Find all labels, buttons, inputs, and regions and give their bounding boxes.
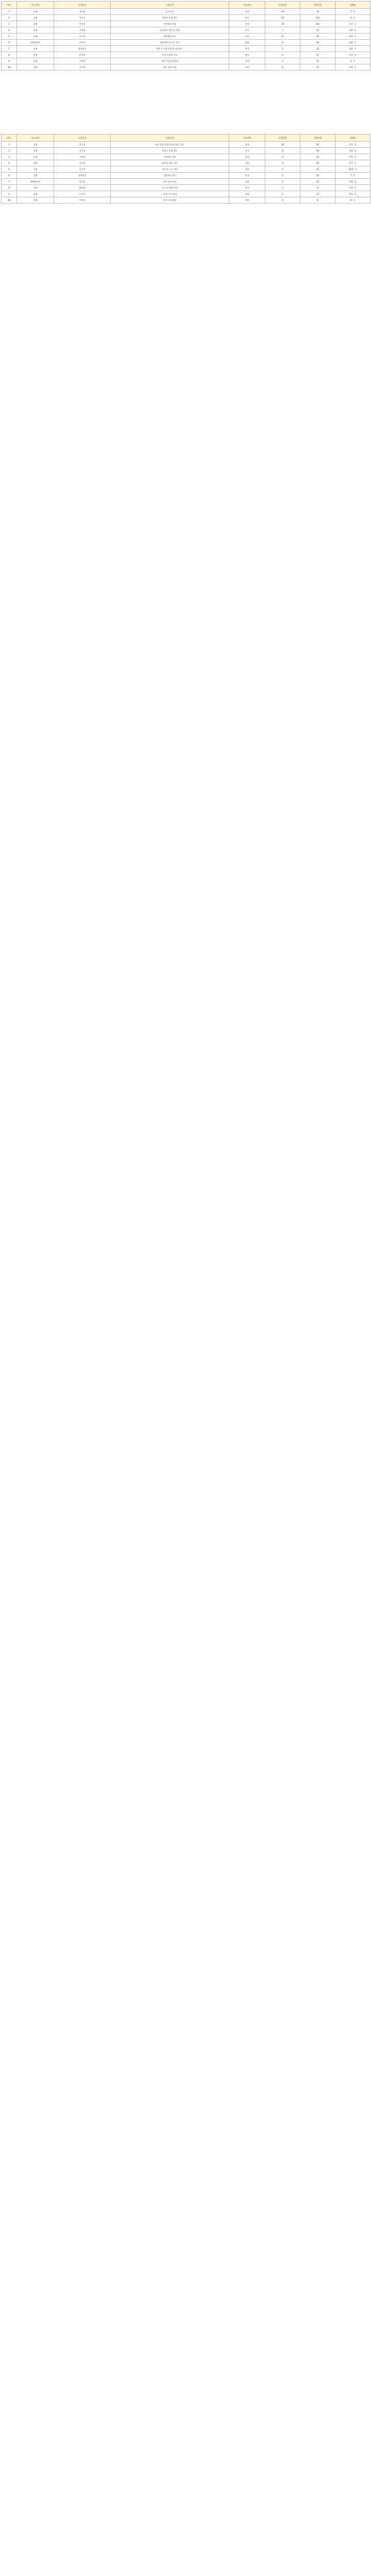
cell-applicants: 14 bbox=[300, 173, 335, 179]
cell-field: 배전 설비 운영 bbox=[111, 64, 229, 71]
cell-dept: 전기직 bbox=[54, 64, 111, 71]
cell-field: 인사 및 노무 관리 bbox=[111, 166, 229, 173]
cell-agency: 공채 bbox=[17, 58, 54, 64]
cell-ratio: 5.5 : 1 bbox=[335, 191, 370, 197]
cell-region: 전국 bbox=[229, 173, 265, 179]
cell-region: 전국 bbox=[229, 9, 265, 15]
cell-applicants: 23 bbox=[300, 179, 335, 185]
cell-no: 9 bbox=[2, 191, 17, 197]
cell-agency: 공채 bbox=[17, 21, 54, 27]
cell-agency: 공채 bbox=[17, 33, 54, 40]
cell-field: 일반행정 업무 bbox=[111, 33, 229, 40]
col-header-region: 모집지역 bbox=[229, 2, 265, 9]
table-row bbox=[2, 52, 370, 58]
cell-dept: 사무직 bbox=[54, 40, 111, 46]
cell-no: 6 bbox=[2, 40, 17, 46]
table-row bbox=[2, 197, 370, 204]
cell-no: 2 bbox=[2, 15, 17, 21]
cell-agency: 공채 bbox=[17, 154, 54, 160]
cell-ratio: 9.7 : 1 bbox=[335, 160, 370, 166]
cell-ratio: 5.9 : 1 bbox=[335, 27, 370, 33]
cell-dept: 사무직 bbox=[54, 33, 111, 40]
col-header-dept: 모집부서 bbox=[54, 134, 111, 142]
cell-dept: 전기직 bbox=[54, 21, 111, 27]
cell-applicants: 33 bbox=[300, 46, 335, 52]
col-header-no: 번호 bbox=[2, 2, 17, 9]
cell-applicants: 39 bbox=[300, 148, 335, 154]
col-header-region: 모집지역 bbox=[229, 134, 265, 142]
cell-openings: 5 bbox=[265, 179, 300, 185]
cell-applicants: 8 bbox=[300, 197, 335, 204]
col-header-dept: 모집부서 bbox=[54, 2, 111, 9]
cell-field: 정보보안 업무 bbox=[111, 173, 229, 179]
cell-openings: 5 bbox=[265, 46, 300, 52]
cell-region: 전국 bbox=[229, 142, 265, 148]
table-row bbox=[2, 58, 370, 64]
col-header-field: 모집분야 bbox=[111, 2, 229, 9]
recruit-table-section bbox=[0, 134, 371, 204]
cell-openings: 2 bbox=[265, 173, 300, 179]
cell-ratio: 4.5 : 1 bbox=[335, 64, 370, 71]
cell-applicants: 84 bbox=[300, 21, 335, 27]
cell-agency: 공채 bbox=[17, 64, 54, 71]
col-header-applicants: 지원인원 bbox=[300, 134, 335, 142]
cell-ratio: 8 : 1 bbox=[335, 197, 370, 204]
cell-agency: 공채 bbox=[17, 197, 54, 204]
cell-dept: 전기직 bbox=[54, 148, 111, 154]
cell-openings: 9 bbox=[265, 40, 300, 46]
cell-no: 6 bbox=[2, 173, 17, 179]
cell-dept: 사무직 bbox=[54, 166, 111, 173]
col-header-field: 모집분야 bbox=[111, 134, 229, 142]
col-header-agency: 공고기관 bbox=[17, 2, 54, 9]
cell-dept: 사무직 bbox=[54, 160, 111, 166]
cell-region: 전국 bbox=[229, 46, 265, 52]
cell-no: 8 bbox=[2, 185, 17, 191]
table-row bbox=[2, 21, 370, 27]
table-row bbox=[2, 33, 370, 40]
table-row bbox=[2, 142, 370, 148]
cell-agency: 공채 bbox=[17, 173, 54, 179]
cell-field: 기계설비 정비 bbox=[111, 154, 229, 160]
cell-openings: 4 bbox=[265, 154, 300, 160]
cell-dept: 정보통신 bbox=[54, 173, 111, 179]
cell-agency: 전환형인턴 bbox=[17, 179, 54, 185]
cell-field: 회계 및 재무 업무 bbox=[111, 160, 229, 166]
cell-no: 1 bbox=[2, 142, 17, 148]
cell-applicants: 9 bbox=[300, 185, 335, 191]
cell-agency: 전환형인턴 bbox=[17, 40, 54, 46]
cell-applicants: 29 bbox=[300, 160, 335, 166]
cell-field: 발전설비 정비 및 운영 bbox=[111, 27, 229, 33]
cell-region: 서울 bbox=[229, 160, 265, 166]
table-header-row bbox=[2, 134, 370, 142]
cell-ratio: 5.5 : 1 bbox=[335, 154, 370, 160]
cell-no: 10 bbox=[2, 197, 17, 204]
cell-field: 송전 설비 운영 및 유지보수 업무 bbox=[111, 142, 229, 148]
cell-dept: 건축직 bbox=[54, 197, 111, 204]
cell-no: 9 bbox=[2, 58, 17, 64]
cell-dept: 정보통신 bbox=[54, 46, 111, 52]
col-header-openings: 모집인원 bbox=[265, 134, 300, 142]
cell-openings: 1 bbox=[265, 197, 300, 204]
cell-field: 송변전 운영 업무 bbox=[111, 15, 229, 21]
cell-no: 7 bbox=[2, 46, 17, 52]
cell-no: 3 bbox=[2, 154, 17, 160]
table-row bbox=[2, 173, 370, 179]
cell-openings: 2 bbox=[265, 185, 300, 191]
cell-region: 서울 bbox=[229, 33, 265, 40]
cell-ratio: 5.7 : 1 bbox=[335, 52, 370, 58]
cell-openings: 12 bbox=[265, 142, 300, 148]
cell-no: 8 bbox=[2, 52, 17, 58]
cell-no: 5 bbox=[2, 33, 17, 40]
cell-field: 사옥 시설 관리 bbox=[111, 197, 229, 204]
cell-applicants: 22 bbox=[300, 154, 335, 160]
cell-no: 4 bbox=[2, 160, 17, 166]
cell-dept: 토목직 bbox=[54, 191, 111, 197]
cell-region: 서울 bbox=[229, 197, 265, 204]
cell-region: 전국 bbox=[229, 58, 265, 64]
recruit-table bbox=[1, 134, 370, 204]
cell-openings: 8 bbox=[265, 148, 300, 154]
table-row bbox=[2, 64, 370, 71]
cell-region: 전국 bbox=[229, 15, 265, 21]
cell-region: 서울 bbox=[229, 166, 265, 173]
cell-region: 전국 bbox=[229, 21, 265, 27]
cell-field: 급전 설비 bbox=[111, 9, 229, 15]
cell-ratio: 5 : 1 bbox=[335, 9, 370, 15]
cell-openings: 2 bbox=[265, 166, 300, 173]
cell-agency: 공채 bbox=[17, 46, 54, 52]
cell-field: 변전소 운영 업무 bbox=[111, 148, 229, 154]
cell-field: 전력 설비 점검 bbox=[111, 179, 229, 185]
cell-dept: 전기직 bbox=[54, 142, 111, 148]
cell-openings: 18 bbox=[265, 21, 300, 27]
cell-applicants: 92 bbox=[300, 33, 335, 40]
cell-ratio: 6 : 1 bbox=[335, 15, 370, 21]
table-row bbox=[2, 27, 370, 33]
table-row bbox=[2, 148, 370, 154]
cell-openings: 14 bbox=[265, 9, 300, 15]
cell-field: 수질 및 환경 관리 bbox=[111, 185, 229, 191]
cell-dept: 건축직 bbox=[54, 58, 111, 64]
cell-applicants: 58 bbox=[300, 40, 335, 46]
table-row bbox=[2, 46, 370, 52]
cell-region: 전국 bbox=[229, 185, 265, 191]
cell-region: 전남 bbox=[229, 179, 265, 185]
cell-ratio: 8.4 : 1 bbox=[335, 33, 370, 40]
cell-region: 강원 bbox=[229, 191, 265, 197]
table-row bbox=[2, 179, 370, 185]
table-row bbox=[2, 15, 370, 21]
cell-dept: 기계직 bbox=[54, 27, 111, 33]
cell-agency: 공채 bbox=[17, 166, 54, 173]
cell-ratio: 6.4 : 1 bbox=[335, 40, 370, 46]
cell-ratio: 4.5 : 1 bbox=[335, 185, 370, 191]
cell-no: 2 bbox=[2, 148, 17, 154]
col-header-ratio: 경쟁률 bbox=[335, 134, 370, 142]
cell-agency: 공채 bbox=[17, 148, 54, 154]
table-row bbox=[2, 191, 370, 197]
cell-openings: 6 bbox=[265, 64, 300, 71]
cell-dept: 화학직 bbox=[54, 185, 111, 191]
cell-applicants: 27 bbox=[300, 64, 335, 71]
cell-dept: 전기직 bbox=[54, 15, 111, 21]
cell-no: 1 bbox=[2, 9, 17, 15]
cell-openings: 22 bbox=[265, 15, 300, 21]
cell-no: 10 bbox=[2, 64, 17, 71]
cell-agency: 공채 bbox=[17, 9, 54, 15]
cell-ratio: 10.5 : 1 bbox=[335, 166, 370, 173]
table-row bbox=[2, 40, 370, 46]
table-header-row bbox=[2, 2, 370, 9]
cell-agency: 공채 bbox=[17, 142, 54, 148]
cell-openings: 2 bbox=[265, 191, 300, 197]
cell-field: 댐 및 수로 관리 bbox=[111, 191, 229, 197]
table-row bbox=[2, 185, 370, 191]
cell-region: 전국 bbox=[229, 27, 265, 33]
cell-dept: 전기직 bbox=[54, 179, 111, 185]
cell-region: 전국 bbox=[229, 148, 265, 154]
table-row bbox=[2, 160, 370, 166]
col-header-applicants: 지원인원 bbox=[300, 2, 335, 9]
cell-openings: 2 bbox=[265, 58, 300, 64]
cell-region: 경남 bbox=[229, 154, 265, 160]
cell-ratio: 6 : 1 bbox=[335, 58, 370, 64]
cell-openings: 7 bbox=[265, 27, 300, 33]
cell-region: 대전 bbox=[229, 40, 265, 46]
cell-applicants: 11 bbox=[300, 191, 335, 197]
cell-agency: 공채 bbox=[17, 185, 54, 191]
cell-openings: 11 bbox=[265, 33, 300, 40]
cell-agency: 공채 bbox=[17, 160, 54, 166]
table-row bbox=[2, 154, 370, 160]
cell-applicants: 12 bbox=[300, 58, 335, 64]
cell-region: 전국 bbox=[229, 52, 265, 58]
cell-agency: 공채 bbox=[17, 15, 54, 21]
cell-ratio: 7 : 1 bbox=[335, 173, 370, 179]
cell-openings: 3 bbox=[265, 160, 300, 166]
cell-field: 건축 시설 유지관리 bbox=[111, 58, 229, 64]
cell-agency: 공채 bbox=[17, 52, 54, 58]
cell-field: 경영지원 및 사무 업무 bbox=[111, 40, 229, 46]
cell-openings: 3 bbox=[265, 52, 300, 58]
cell-region: 부산 bbox=[229, 64, 265, 71]
cell-no: 5 bbox=[2, 166, 17, 173]
cell-dept: 전기직 bbox=[54, 9, 111, 15]
table-row bbox=[2, 166, 370, 173]
col-header-openings: 모집인원 bbox=[265, 2, 300, 9]
cell-applicants: 131 bbox=[300, 15, 335, 21]
col-header-agency: 공고기관 bbox=[17, 134, 54, 142]
col-header-ratio: 경쟁률 bbox=[335, 2, 370, 9]
cell-ratio: 4.6 : 1 bbox=[335, 179, 370, 185]
cell-field: 토목 시설물 관리 bbox=[111, 52, 229, 58]
cell-applicants: 17 bbox=[300, 52, 335, 58]
cell-ratio: 4.9 : 1 bbox=[335, 148, 370, 154]
recruit-table-section bbox=[0, 1, 371, 71]
cell-applicants: 61 bbox=[300, 142, 335, 148]
table-row bbox=[2, 9, 370, 15]
cell-no: 4 bbox=[2, 27, 17, 33]
cell-ratio: 4.7 : 1 bbox=[335, 21, 370, 27]
recruit-table bbox=[1, 1, 370, 71]
cell-field: 전산 시스템 운영 및 유지보수 bbox=[111, 46, 229, 52]
cell-ratio: 5.1 : 1 bbox=[335, 142, 370, 148]
cell-applicants: 70 bbox=[300, 9, 335, 15]
cell-agency: 공채 bbox=[17, 27, 54, 33]
cell-agency: 공채 bbox=[17, 191, 54, 197]
cell-no: 3 bbox=[2, 21, 17, 27]
cell-no: 7 bbox=[2, 179, 17, 185]
cell-field: 전력계통 운영 bbox=[111, 21, 229, 27]
cell-dept: 토목직 bbox=[54, 52, 111, 58]
cell-ratio: 6.6 : 1 bbox=[335, 46, 370, 52]
cell-applicants: 41 bbox=[300, 27, 335, 33]
cell-dept: 기계직 bbox=[54, 154, 111, 160]
col-header-no: 번호 bbox=[2, 134, 17, 142]
cell-applicants: 21 bbox=[300, 166, 335, 173]
